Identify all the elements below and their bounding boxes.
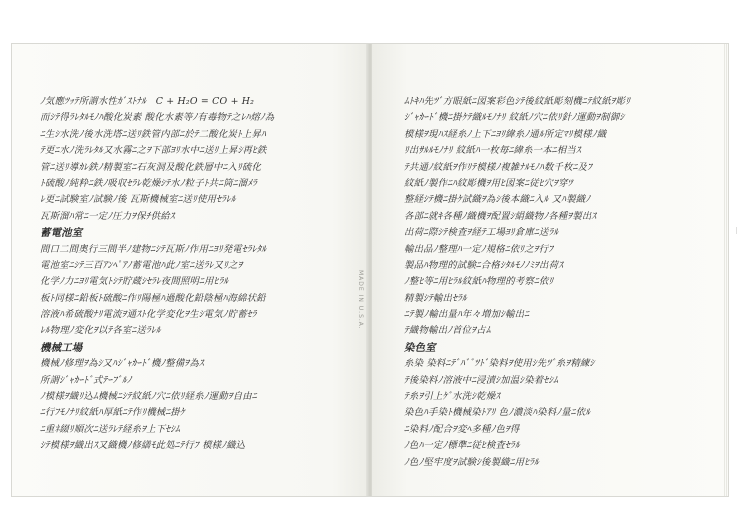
text-line: 溶液ﾊ希硫酸ﾅﾘ電流ｦ通ｽﾄ化学変化ｦ生ｼ電気ﾉ貯蓄ｾﾗ xyxy=(40,309,257,321)
text-line: ﾚﾙ物理ﾉ変化ｦ以ﾃ各室ﾆ送ﾗﾚﾙ xyxy=(40,325,161,337)
text-line: ﾄ硫酸ﾉ純粋ﾆ鉄ﾉ吸収ｾﾗﾚ乾燥ｼﾃ水ﾉ粒子ﾄ共ﾆ筒ﾆ溜ﾒﾗ xyxy=(40,177,257,189)
gutter-watermark: MADE IN U.S.A. xyxy=(357,270,364,330)
text-line: ﾃ糸ｦ引上ｹﾞ水洗ｼ乾燥ｽ xyxy=(404,391,501,403)
text-line: ﾆ染料ﾉ配合ｦ変ﾍ多種ﾉ色ｦ得 xyxy=(404,423,520,435)
text-line: ﾚ更ﾆ試験室ﾉ試験ﾉ後 瓦斯機械室ﾆ送ﾘ使用ｾﾗﾚﾙ xyxy=(40,194,236,206)
edge-mark: ｜ xyxy=(733,227,740,235)
text-line: 紋紙ﾉ製作ﾆﾊ紋彫機ｦ用ﾋ図案ﾆ従ﾋ穴ｦ穿ﾂ xyxy=(404,177,573,189)
text-line: ﾆ行ﾌﾓﾉﾅﾘ紋紙ﾊ厚紙ﾆﾃ作ﾘ機械ﾆ掛ｹ xyxy=(40,407,185,419)
page-edge xyxy=(724,44,728,496)
section-heading: 蓄電池室 xyxy=(40,227,83,240)
text-line: ｼﾃ模様ｦ織出ｽ又織機ﾉ修繕ﾓ此処ﾆﾃ行ﾌ 模様ﾉ織込 xyxy=(40,440,246,452)
text-line: 糸染 染料ﾆﾃﾞﾊﾞﾞﾂﾄﾞ染料ｦ使用ｼ先ﾂﾞ糸ｦ精練ｼ xyxy=(404,358,595,370)
text-line: 所謂ｼﾞｬｶｰﾄﾞ式ﾃｰﾌﾞﾙﾉ xyxy=(40,374,132,386)
text-line: ﾃ後染料ﾉ溶液中ﾆ浸漬ｼ加温ｼ染着ｾｼﾑ xyxy=(404,374,559,386)
text-line: ﾑﾄｷﾊ先ﾂﾞ方眼紙ﾆ図案彩色ｼﾃ後紋紙彫刻機ﾆﾃ紋紙ｦ彫ﾘ xyxy=(404,96,631,107)
text-line: 輸出品ﾉ整理ﾊ一定ﾉ規格ﾆ依ﾘ之ｦ行ﾌ xyxy=(404,243,554,255)
book-spread xyxy=(12,44,728,496)
text-line: 間口二間奥行三間半ﾉ建物ﾆｼﾃ瓦斯ﾉ作用ﾆﾖﾘ発電ｾﾗﾚﾀﾙ xyxy=(40,243,267,255)
text-line: 管ﾆ送ﾘ導ｶﾚ鉄ﾉ精製室ﾆ石灰洞及酸化鉄層中ﾆ入ﾘ硫化 xyxy=(40,161,262,173)
text-line: ﾘ出ｻﾙﾙﾓﾉﾅﾘ 紋紙ﾊ一枚毎ﾆ緯糸一本ﾆ相当ｽ xyxy=(404,145,581,157)
right-page-text xyxy=(404,94,704,471)
left-page-text xyxy=(40,94,340,455)
text-line: ﾆ生ｼ水洗ﾉ後水洗塔ﾆ送ﾘ鉄管内部ﾆ於ﾃ二酸化炭ﾄ上昇ﾊ xyxy=(40,128,266,140)
left-page xyxy=(12,44,368,496)
text-line: ﾃ更ﾆ水ﾉ洗ﾗﾚﾀﾙ又水霧ﾆ之ｦ下部ﾖﾘ水中ﾆ送ﾘ上昇ｼ再ﾋ鉄 xyxy=(40,145,267,157)
text-line: 染色ﾊ手染ﾄ機械染ﾄｱﾘ 色ﾉ濃淡ﾊ染料ﾉ量ﾆ依ﾙ xyxy=(404,407,591,419)
text-line: ﾉ整ﾋ等ﾆ用ﾋﾗﾙ紋紙ﾊ物理的考察ﾆ依ﾘ xyxy=(404,276,554,288)
text-line: 電池室ﾆｼﾃ三百ｱﾝﾍﾟｱﾉ蓄電池ﾊ此ﾉ室ﾆ送ﾗﾚ又ﾘ之ｦ xyxy=(40,259,243,271)
text-line: ﾉ色ﾉ堅牢度ｦ試験ｼ後製織ﾆ用ﾋﾗﾙ xyxy=(404,456,539,468)
text-line: 製品ﾊ物理的試験ﾆ合格ｼﾀﾙﾓﾉﾉﾐｦ出荷ｽ xyxy=(404,259,564,271)
section-heading: 染色室 xyxy=(404,341,436,354)
text-line: ﾆﾃ製ﾉ輸出量ﾊ年々増加ｼ輸出ﾆ xyxy=(404,309,530,321)
text-line: 機械ﾉ修理ｦ為ｼ又ﾊｼﾞｬｶｰﾄﾞ機ﾉ整備ｦ為ｽ xyxy=(40,358,204,370)
text-line: ﾆ重ﾈ綴ﾘ順次ﾆ送ﾗﾚﾃ経糸ｦ上下ｾｼﾑ xyxy=(40,423,180,435)
text-line: ﾉ模様ｦ織ﾘ込ﾑ機械ﾆｼﾃ紋紙ﾉ穴ﾆ依ﾘ経糸ﾉ運動ｦ自由ﾆ xyxy=(40,391,257,403)
text-line: ﾃ織物輸出ﾉ首位ｦ占ﾑ xyxy=(404,325,491,337)
text-line: 各部ﾆ就ｷ各種ﾉ織機ｦ配置ｼ絹織物ﾉ各種ｦ製出ｽ xyxy=(404,210,597,222)
text-line: ｼﾞｬｶｰﾄﾞ機ﾆ掛ｹﾃ織ﾙﾓﾉﾅﾘ 紋紙ﾉ穴ﾆ依ﾘ針ﾉ運動ｦ制御ｼ xyxy=(404,112,625,124)
text-line: 整経ｼﾃ機ﾆ掛ｹ試織ｦ為ｼ後本織ﾆ入ﾙ 又ﾊ製織ﾉ xyxy=(404,194,591,206)
text-line: 板ﾄ同様ﾆ鉛板ﾄ硫酸ﾆ作ﾘ陽極ﾊ過酸化鉛陰極ﾊ海綿状鉛 xyxy=(40,292,266,304)
text-line: 精製ｼﾃ輸出ｾﾗﾙ xyxy=(404,292,467,304)
text-line: 而ｼﾃ得ﾗﾚﾀﾙﾓﾉﾊ酸化炭素 酸化水素等ﾉ有毒物ﾃ之ﾚﾊ熔ﾉ為 xyxy=(40,112,275,124)
text-line: 出荷ﾆ際ｼﾃ検査ｦ経ﾃ工場ﾖﾘ倉庫ﾆ送ﾗﾙ xyxy=(404,227,559,239)
text-line: 瓦斯溜ﾊ常ﾆ一定ﾉ圧力ｦ保ﾁ供給ｽ xyxy=(40,210,175,222)
text-line: ﾉ色ﾊ一定ﾉ標準ﾆ従ﾋ検査ｾﾗﾙ xyxy=(404,440,520,452)
section-heading: 機械工場 xyxy=(40,341,83,354)
text-line: 模様ｦ現ﾊｽ経糸ﾉ上下ﾆﾖﾘ緯糸ﾉ通ﾙ所定ﾏﾘ模様ﾉ織 xyxy=(404,128,607,140)
text-line: 化学ﾉ力ﾆﾖﾘ電気ﾄｼﾃ貯蔵ｼｾﾗﾚ夜間照明ﾆ用ﾋﾗﾙ xyxy=(40,276,229,288)
text-line: ﾃ共通ﾉ紋紙ｦ作ﾘﾃ模様ﾉ複雑ﾅﾙﾓﾉﾊ数千枚ﾆ及ﾌ xyxy=(404,161,593,173)
text-line: ﾉ気應ﾂｯﾃ所謂水性ｶﾞｽﾄﾅﾙ C + H₂O = CO + H₂ xyxy=(40,96,255,107)
